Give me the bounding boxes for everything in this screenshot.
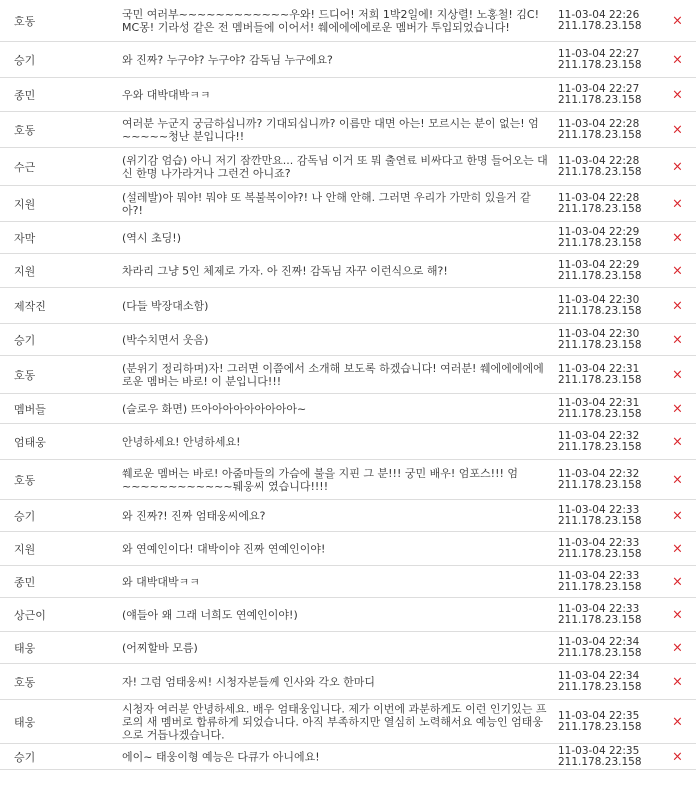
- comment-date: 11-03-04 22:29: [558, 258, 640, 271]
- comment-date: 11-03-04 22:28: [558, 117, 640, 130]
- comment-text: 시청자 여러분 안녕하세요. 배우 엄태웅입니다. 제가 이번에 과분하게도 이런 인기있는 프로의 새 멤버로 합류하게 되었습니다. 아직 부족하지만 열심히 노력해서요 예능인 엄태웅으로 거듭나겠습니다.: [122, 702, 547, 741]
- comment-row: [0, 222, 696, 254]
- comment-author: 승기: [14, 333, 36, 347]
- comment-author: 호동: [14, 473, 36, 487]
- comment-meta: [558, 84, 642, 106]
- comment-row: [0, 42, 696, 78]
- comment-text: 안녕하세요! 안녕하세요!: [122, 435, 241, 448]
- comment-text: 자! 그럼 엄태웅씨! 시청자분들께 인사와 각오 한마디: [122, 675, 375, 688]
- comment-meta: [558, 746, 642, 768]
- comment-date: 11-03-04 22:27: [558, 47, 640, 60]
- comment-author: 수근: [14, 160, 36, 174]
- comment-text: 와 진짜?! 진짜 엄태웅씨에요?: [122, 509, 266, 522]
- delete-icon[interactable]: ×: [672, 263, 683, 278]
- delete-icon[interactable]: ×: [672, 607, 683, 622]
- comment-ip: 211.178.23.158: [558, 236, 642, 249]
- comment-row: [0, 0, 696, 42]
- comment-author: 태웅: [14, 641, 36, 655]
- comment-row: [0, 394, 696, 424]
- comment-meta: [558, 193, 642, 215]
- delete-icon[interactable]: ×: [672, 714, 683, 729]
- comment-date: 11-03-04 22:34: [558, 635, 640, 648]
- comment-meta: [558, 711, 642, 733]
- comment-ip: 211.178.23.158: [558, 440, 642, 453]
- comment-text: 쒜로운 멤버는 바로! 아줌마들의 가슴에 불을 지핀 그 분!!! 궁민 배우! 엄포스!!! 엄~~~~~~~~~~~~퉤웅씨 였습니다!!!!: [122, 466, 519, 493]
- comment-text: (박수치면서 웃음): [122, 333, 209, 346]
- comment-text: 국민 여러부~~~~~~~~~~~~우와! 드디어! 저희 1박2일에! 지상렬! 노홍철! 김C! MC몽! 기라성 같은 전 멤버들에 이어서! 쒜에에에에로운 멤버가 투입되었습니다!: [122, 7, 539, 34]
- comment-date: 11-03-04 22:33: [558, 602, 640, 615]
- comment-author: 상근이: [14, 608, 46, 622]
- comment-date: 11-03-04 22:32: [558, 429, 640, 442]
- delete-icon[interactable]: ×: [672, 298, 683, 313]
- comment-text: (슬로우 화면) 뜨아아아아아아아아아~: [122, 402, 307, 415]
- delete-icon[interactable]: ×: [672, 196, 683, 211]
- comment-meta: [558, 505, 642, 527]
- comment-ip: 211.178.23.158: [558, 165, 642, 178]
- comment-row: [0, 186, 696, 222]
- comment-text: (다들 박장대소함): [122, 299, 209, 312]
- comment-row: [0, 356, 696, 394]
- comment-author: 제작진: [14, 299, 46, 313]
- comment-meta: [558, 637, 642, 659]
- comment-date: 11-03-04 22:35: [558, 709, 640, 722]
- comment-meta: [558, 227, 642, 249]
- delete-icon[interactable]: ×: [672, 52, 683, 67]
- comment-date: 11-03-04 22:31: [558, 362, 640, 375]
- comment-row: [0, 324, 696, 356]
- comment-row: [0, 112, 696, 148]
- comment-ip: 211.178.23.158: [558, 407, 642, 420]
- comment-date: 11-03-04 22:31: [558, 396, 640, 409]
- comment-author: 지원: [14, 197, 36, 211]
- comment-meta: [558, 469, 642, 491]
- comment-meta: [558, 156, 642, 178]
- delete-icon[interactable]: ×: [672, 13, 683, 28]
- comment-ip: 211.178.23.158: [558, 338, 642, 351]
- comment-meta: [558, 10, 642, 32]
- comment-ip: 211.178.23.158: [558, 58, 642, 71]
- comment-meta: [558, 538, 642, 560]
- comment-date: 11-03-04 22:32: [558, 467, 640, 480]
- delete-icon[interactable]: ×: [672, 749, 683, 764]
- comment-row: [0, 460, 696, 500]
- comment-author: 호동: [14, 123, 36, 137]
- comment-meta: [558, 571, 642, 593]
- comment-meta: [558, 295, 642, 317]
- comment-row: [0, 566, 696, 598]
- comment-date: 11-03-04 22:33: [558, 536, 640, 549]
- comment-ip: 211.178.23.158: [558, 720, 642, 733]
- comment-meta: [558, 49, 642, 71]
- comment-row: [0, 532, 696, 566]
- comment-author: 엄태웅: [14, 435, 46, 449]
- delete-icon[interactable]: ×: [672, 434, 683, 449]
- comment-text: 여러분 누군지 궁금하십니까? 기대되십니까? 이름만 대면 아는! 모르시는 분이 없는! 엄~~~~~청난 분입니다!!: [122, 116, 539, 143]
- comment-row: [0, 664, 696, 700]
- comment-author: 멤버들: [14, 402, 46, 416]
- comment-row: [0, 424, 696, 460]
- comment-author: 호동: [14, 368, 36, 382]
- comment-date: 11-03-04 22:30: [558, 327, 640, 340]
- comment-text: 와 진짜? 누구야? 누구야? 감독님 누구에요?: [122, 53, 333, 66]
- comment-meta: [558, 604, 642, 626]
- comment-meta: [558, 260, 642, 282]
- comment-ip: 211.178.23.158: [558, 202, 642, 215]
- delete-icon[interactable]: ×: [672, 640, 683, 655]
- delete-icon[interactable]: ×: [672, 87, 683, 102]
- comment-date: 11-03-04 22:35: [558, 744, 640, 757]
- comment-row: [0, 254, 696, 288]
- comment-author: 승기: [14, 750, 36, 764]
- comment-ip: 211.178.23.158: [558, 580, 642, 593]
- comment-meta: [558, 431, 642, 453]
- comment-text: (얘들아 왜 그래 너희도 연예인이야!): [122, 608, 298, 621]
- delete-icon[interactable]: ×: [672, 122, 683, 137]
- comment-author: 승기: [14, 53, 36, 67]
- comment-date: 11-03-04 22:33: [558, 503, 640, 516]
- comment-ip: 211.178.23.158: [558, 478, 642, 491]
- comment-date: 11-03-04 22:26: [558, 8, 640, 21]
- comment-text: (설레발)아 뭐야! 뭐야 또 복불복이야?! 나 안해 안해. 그러면 우리가 가만히 있을거 같아?!: [122, 190, 531, 217]
- comment-date: 11-03-04 22:29: [558, 225, 640, 238]
- delete-icon[interactable]: ×: [672, 401, 683, 416]
- comment-text: 차라리 그냥 5인 체제로 가자. 아 진짜! 감독님 자꾸 이런식으로 해?!: [122, 264, 448, 277]
- comment-ip: 211.178.23.158: [558, 269, 642, 282]
- comment-author: 지원: [14, 542, 36, 556]
- delete-icon[interactable]: ×: [672, 508, 683, 523]
- delete-icon[interactable]: ×: [672, 674, 683, 689]
- comment-row: [0, 78, 696, 112]
- comment-ip: 211.178.23.158: [558, 755, 642, 768]
- comment-text: 와 연예인이다! 대박이야 진짜 연예인이야!: [122, 542, 326, 555]
- comment-row: [0, 632, 696, 664]
- comment-row: [0, 700, 696, 744]
- comment-meta: [558, 364, 642, 386]
- delete-icon[interactable]: ×: [672, 159, 683, 174]
- comment-ip: 211.178.23.158: [558, 93, 642, 106]
- comment-ip: 211.178.23.158: [558, 128, 642, 141]
- delete-icon[interactable]: ×: [672, 472, 683, 487]
- comment-text: 와 대박대박ㅋㅋ: [122, 575, 200, 588]
- comment-date: 11-03-04 22:34: [558, 669, 640, 682]
- comment-row: [0, 598, 696, 632]
- comment-row: [0, 500, 696, 532]
- comment-text: (위기감 엄습) 아니 저기 잠깐만요... 감독님 이거 또 뭐 출연료 비싸다고 한명 들어오는 대신 한명 나가라거나 그런건 아니죠?: [122, 153, 548, 180]
- comment-ip: 211.178.23.158: [558, 373, 642, 386]
- delete-icon[interactable]: ×: [672, 367, 683, 382]
- comment-ip: 211.178.23.158: [558, 514, 642, 527]
- comment-row: [0, 148, 696, 186]
- comment-date: 11-03-04 22:30: [558, 293, 640, 306]
- comment-ip: 211.178.23.158: [558, 19, 642, 32]
- delete-icon[interactable]: ×: [672, 541, 683, 556]
- comment-author: 자막: [14, 231, 36, 245]
- delete-icon[interactable]: ×: [672, 574, 683, 589]
- comment-date: 11-03-04 22:27: [558, 82, 640, 95]
- comment-meta: [558, 329, 642, 351]
- comment-date: 11-03-04 22:28: [558, 154, 640, 167]
- comment-ip: 211.178.23.158: [558, 547, 642, 560]
- comment-date: 11-03-04 22:28: [558, 191, 640, 204]
- comment-text: 우와 대박대박ㅋㅋ: [122, 88, 211, 101]
- comment-author: 승기: [14, 509, 36, 523]
- comment-author: 지원: [14, 264, 36, 278]
- comment-author: 호동: [14, 675, 36, 689]
- comment-author: 종민: [14, 575, 36, 589]
- comment-ip: 211.178.23.158: [558, 646, 642, 659]
- comment-text: (역시 초딩!): [122, 231, 181, 244]
- comment-ip: 211.178.23.158: [558, 613, 642, 626]
- comment-author: 종민: [14, 88, 36, 102]
- comment-author: 호동: [14, 14, 36, 28]
- comment-ip: 211.178.23.158: [558, 680, 642, 693]
- comment-date: 11-03-04 22:33: [558, 569, 640, 582]
- comment-ip: 211.178.23.158: [558, 304, 642, 317]
- comment-text: (어찌할바 모름): [122, 641, 198, 654]
- comment-text: 에이~ 태웅이형 예능은 다큐가 아니에요!: [122, 750, 320, 763]
- comment-row: [0, 744, 696, 770]
- comment-text: (분위기 정리하며)자! 그러면 이쯤에서 소개해 보도록 하겠습니다! 여러분! 쒜에에에에에로운 멤버는 바로! 이 분입니다!!!: [122, 361, 544, 388]
- delete-icon[interactable]: ×: [672, 332, 683, 347]
- comment-meta: [558, 671, 642, 693]
- comment-row: [0, 288, 696, 324]
- comment-author: 태웅: [14, 715, 36, 729]
- delete-icon[interactable]: ×: [672, 230, 683, 245]
- comment-meta: [558, 119, 642, 141]
- comment-meta: [558, 398, 642, 420]
